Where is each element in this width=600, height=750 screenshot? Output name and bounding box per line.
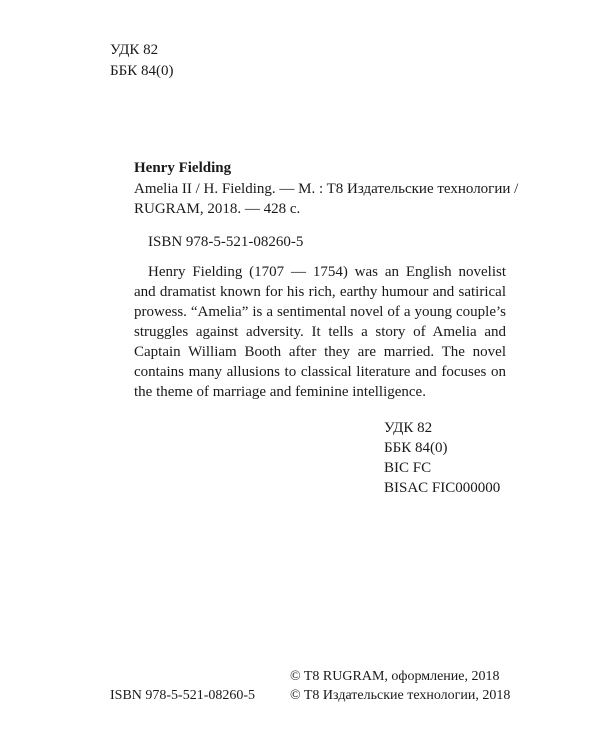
copyright-notices [290,667,510,705]
bbk-code: ББК 84(0) [384,440,448,456]
copyright-line: © T8 Издательские технологии, 2018 [290,688,511,703]
right-classification-codes [384,418,500,498]
biblio-line: RUGRAM, 2018. — 428 с. [134,201,301,217]
top-classification-codes [110,40,173,82]
udc-code: УДК 82 [110,42,159,58]
bic-code: BIC FC [384,460,432,476]
isbn-bottom: ISBN 978-5-521-08260-5 [110,688,256,703]
isbn-main: ISBN 978-5-521-08260-5 [148,234,304,250]
author-name: Henry Fielding [134,160,232,176]
bisac-code: BISAC FIC000000 [384,480,501,496]
copyright-line: © T8 RUGRAM, оформление, 2018 [290,669,500,684]
biblio-line: Amelia II / H. Fielding. — M. : T8 Издательские технологии / [134,181,519,197]
annotation-paragraph: Henry Fielding (1707 — 1754) was an English novelist and dramatist known for his rich, earthy humour and satirical prowess. “Amelia” is a sentimental novel of a young couple’s struggles against adversity. It tells a story of Amelia and Captain William Booth after they are married. The novel contains many allusions to classical literature and focuses on the theme of marriage and feminine intelligence. [134,264,506,400]
udc-code: УДК 82 [384,420,433,436]
bibliographic-record [134,179,518,219]
bbk-code: ББК 84(0) [110,63,174,79]
